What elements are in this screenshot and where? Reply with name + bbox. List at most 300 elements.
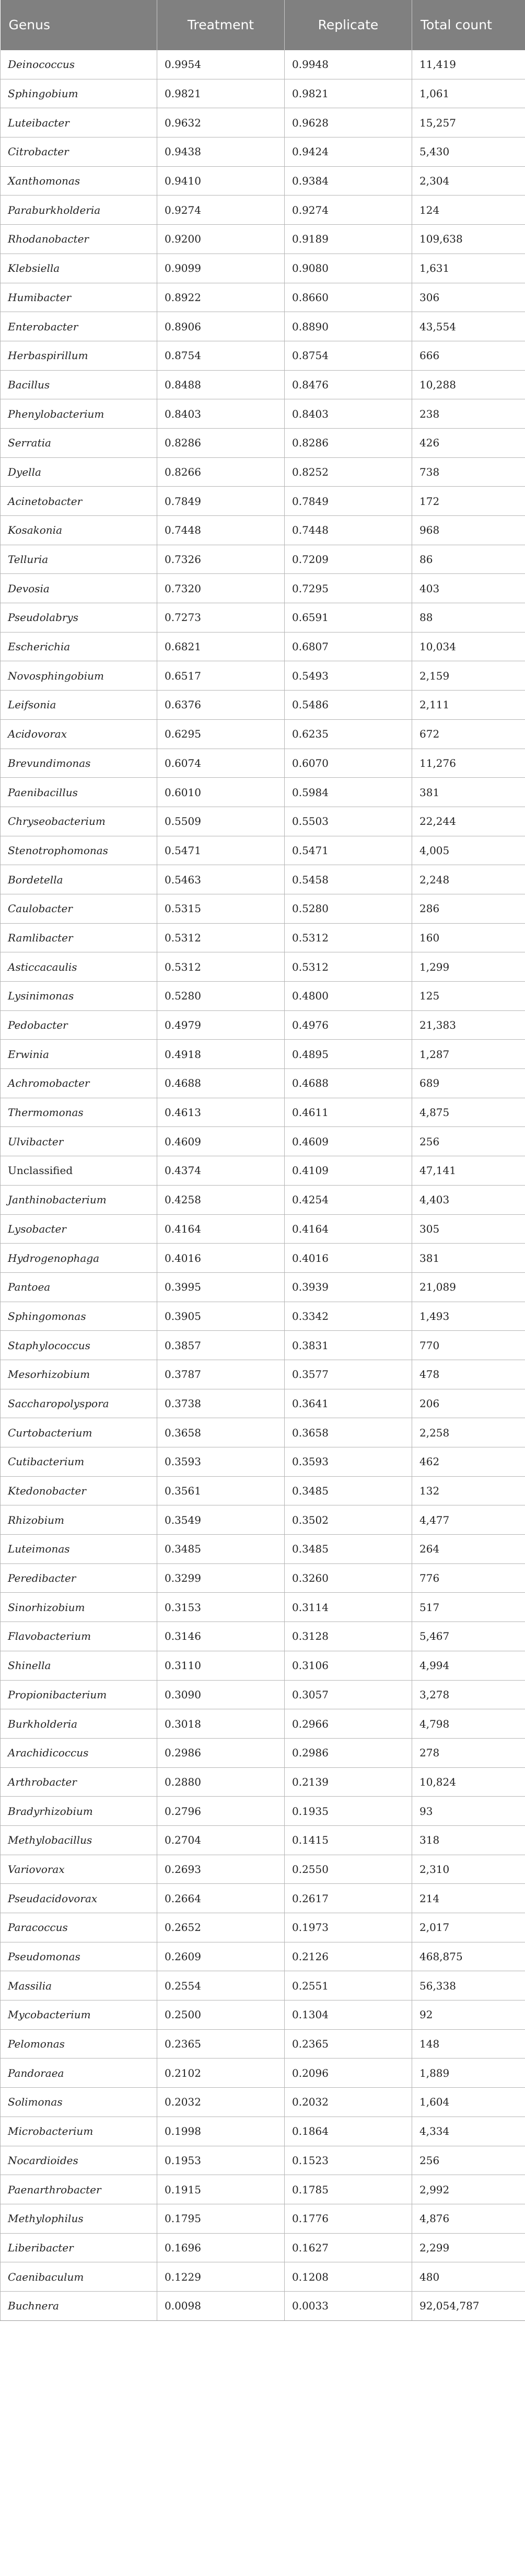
cell-treatment: 0.5312 [157,952,285,982]
table-row [1,923,525,952]
cell-genus: Microbacterium [1,2117,157,2146]
table-body [1,50,525,2320]
cell-treatment: 0.4016 [157,1244,285,1273]
cell-total-count: 381 [412,778,525,807]
cell-total-count: 2,258 [412,1418,525,1447]
table-row [1,428,525,457]
cell-total-count: 2,304 [412,166,525,196]
cell-total-count: 148 [412,2029,525,2058]
cell-replicate: 0.1776 [285,2204,412,2233]
cell-total-count: 278 [412,1738,525,1767]
table-row [1,50,525,79]
cell-treatment: 0.2102 [157,2058,285,2088]
cell-treatment: 0.3299 [157,1563,285,1593]
table-row [1,516,525,545]
table-row [1,1389,525,1418]
table-row [1,1825,525,1855]
table-row [1,2117,525,2146]
cell-replicate: 0.9948 [285,50,412,79]
cell-total-count: 4,403 [412,1185,525,1214]
cell-replicate: 0.1208 [285,2262,412,2292]
table-row [1,1651,525,1680]
table-row [1,1563,525,1593]
cell-genus: Mycobacterium [1,2000,157,2030]
cell-replicate: 0.4109 [285,1156,412,1186]
cell-total-count: 770 [412,1331,525,1360]
cell-replicate: 0.5503 [285,807,412,836]
cell-genus: Saccharopolyspora [1,1389,157,1418]
cell-treatment: 0.2796 [157,1797,285,1826]
table-row [1,632,525,661]
table-row [1,2175,525,2204]
cell-genus: Luteimonas [1,1535,157,1564]
cell-treatment: 0.3485 [157,1535,285,1564]
table-row [1,2058,525,2088]
cell-total-count: 109,638 [412,225,525,254]
cell-treatment: 0.3787 [157,1360,285,1389]
cell-genus: Buchnera [1,2291,157,2320]
cell-replicate: 0.3641 [285,1389,412,1418]
cell-genus: Paracoccus [1,1913,157,1942]
cell-total-count: 47,141 [412,1156,525,1186]
cell-genus: Flavobacterium [1,1622,157,1651]
table-row [1,952,525,982]
cell-treatment: 0.2704 [157,1825,285,1855]
cell-genus: Shinella [1,1651,157,1680]
cell-replicate: 0.4976 [285,1010,412,1040]
table-row [1,982,525,1011]
cell-replicate: 0.1627 [285,2233,412,2262]
cell-treatment: 0.0098 [157,2291,285,2320]
cell-treatment: 0.9099 [157,254,285,283]
cell-treatment: 0.3593 [157,1447,285,1477]
cell-replicate: 0.7209 [285,545,412,574]
cell-genus: Curtobacterium [1,1418,157,1447]
cell-treatment: 0.8488 [157,370,285,399]
table-row [1,574,525,603]
table-row [1,1942,525,1971]
cell-treatment: 0.5312 [157,923,285,952]
table-row [1,254,525,283]
cell-replicate: 0.2966 [285,1709,412,1739]
cell-replicate: 0.3593 [285,1447,412,1477]
cell-total-count: 318 [412,1825,525,1855]
cell-total-count: 666 [412,341,525,370]
cell-total-count: 264 [412,1535,525,1564]
cell-genus: Rhizobium [1,1505,157,1535]
cell-total-count: 4,994 [412,1651,525,1680]
cell-genus: Variovorax [1,1855,157,1884]
table-row [1,1738,525,1767]
table-row [1,2088,525,2117]
table-row [1,1040,525,1069]
cell-replicate: 0.4611 [285,1098,412,1127]
table-row [1,545,525,574]
cell-replicate: 0.3939 [285,1272,412,1302]
cell-replicate: 0.8252 [285,457,412,487]
cell-genus: Acinetobacter [1,487,157,516]
cell-total-count: 56,338 [412,1971,525,2000]
cell-treatment: 0.2986 [157,1738,285,1767]
table-row [1,2000,525,2030]
cell-genus: Burkholderia [1,1709,157,1739]
cell-replicate: 0.3128 [285,1622,412,1651]
cell-total-count: 15,257 [412,108,525,137]
cell-total-count: 426 [412,428,525,457]
cell-genus: Mesorhizobium [1,1360,157,1389]
table-row [1,1913,525,1942]
table-row [1,341,525,370]
table-row [1,807,525,836]
cell-total-count: 21,089 [412,1272,525,1302]
cell-total-count: 462 [412,1447,525,1477]
table-row [1,778,525,807]
cell-total-count: 172 [412,487,525,516]
cell-treatment: 0.4164 [157,1214,285,1244]
cell-replicate: 0.4016 [285,1244,412,1273]
cell-treatment: 0.4688 [157,1069,285,1098]
cell-replicate: 0.9189 [285,225,412,254]
cell-treatment: 0.3153 [157,1593,285,1622]
cell-treatment: 0.8266 [157,457,285,487]
table-row [1,1069,525,1098]
table-row [1,1535,525,1564]
cell-genus: Novosphingobium [1,661,157,691]
cell-total-count: 1,631 [412,254,525,283]
table-row [1,1302,525,1331]
cell-treatment: 0.3905 [157,1302,285,1331]
cell-genus: Lysobacter [1,1214,157,1244]
cell-replicate: 0.1304 [285,2000,412,2030]
cell-total-count: 86 [412,545,525,574]
cell-replicate: 0.3114 [285,1593,412,1622]
table-row [1,2262,525,2292]
cell-treatment: 0.9821 [157,79,285,108]
cell-treatment: 0.3857 [157,1331,285,1360]
table-row [1,2291,525,2320]
header-treatment: Treatment [157,0,285,50]
cell-treatment: 0.8922 [157,283,285,312]
cell-total-count: 480 [412,2262,525,2292]
cell-genus: Pandoraea [1,2058,157,2088]
table-row [1,1010,525,1040]
table-row [1,225,525,254]
cell-genus: Ktedonobacter [1,1476,157,1505]
cell-treatment: 0.4979 [157,1010,285,1040]
cell-genus: Kosakonia [1,516,157,545]
table-row [1,1505,525,1535]
cell-replicate: 0.3658 [285,1418,412,1447]
cell-total-count: 21,383 [412,1010,525,1040]
cell-replicate: 0.3831 [285,1331,412,1360]
cell-treatment: 0.2652 [157,1913,285,1942]
table-row [1,1971,525,2000]
cell-genus: Bordetella [1,865,157,894]
cell-total-count: 214 [412,1884,525,1913]
cell-total-count: 88 [412,603,525,632]
table-row [1,166,525,196]
cell-replicate: 0.2032 [285,2088,412,2117]
cell-replicate: 0.9080 [285,254,412,283]
cell-treatment: 0.1696 [157,2233,285,2262]
cell-total-count: 4,477 [412,1505,525,1535]
cell-genus: Brevundimonas [1,749,157,778]
cell-total-count: 517 [412,1593,525,1622]
cell-total-count: 2,299 [412,2233,525,2262]
cell-treatment: 0.8754 [157,341,285,370]
cell-replicate: 0.9384 [285,166,412,196]
cell-replicate: 0.8754 [285,341,412,370]
cell-genus: Solimonas [1,2088,157,2117]
cell-replicate: 0.3485 [285,1535,412,1564]
cell-genus: Paenibacillus [1,778,157,807]
header-total-count: Total count [412,0,525,50]
table-row [1,719,525,749]
cell-replicate: 0.8660 [285,283,412,312]
cell-replicate: 0.9274 [285,196,412,225]
cell-treatment: 0.1915 [157,2175,285,2204]
cell-replicate: 0.1523 [285,2146,412,2175]
cell-replicate: 0.6591 [285,603,412,632]
table-row [1,137,525,167]
cell-treatment: 0.7849 [157,487,285,516]
cell-treatment: 0.9274 [157,196,285,225]
cell-replicate: 0.8476 [285,370,412,399]
cell-replicate: 0.5458 [285,865,412,894]
table-row [1,1622,525,1651]
cell-genus: Paenarthrobacter [1,2175,157,2204]
table-header [1,0,525,50]
table-row [1,1185,525,1214]
table-row [1,894,525,923]
cell-replicate: 0.3342 [285,1302,412,1331]
table-row [1,661,525,691]
cell-genus: Leifsonia [1,691,157,720]
table-row [1,1214,525,1244]
cell-treatment: 0.9632 [157,108,285,137]
cell-treatment: 0.2693 [157,1855,285,1884]
cell-treatment: 0.6517 [157,661,285,691]
cell-treatment: 0.8906 [157,312,285,341]
cell-genus: Janthinobacterium [1,1185,157,1214]
cell-total-count: 3,278 [412,1680,525,1709]
cell-replicate: 0.6235 [285,719,412,749]
cell-total-count: 11,419 [412,50,525,79]
cell-treatment: 0.6821 [157,632,285,661]
cell-treatment: 0.4258 [157,1185,285,1214]
table-row [1,2029,525,2058]
cell-genus: Humibacter [1,283,157,312]
cell-replicate: 0.2617 [285,1884,412,1913]
cell-treatment: 0.3549 [157,1505,285,1535]
cell-treatment: 0.3561 [157,1476,285,1505]
cell-total-count: 381 [412,1244,525,1273]
cell-total-count: 10,824 [412,1767,525,1797]
cell-treatment: 0.1229 [157,2262,285,2292]
cell-treatment: 0.3146 [157,1622,285,1651]
table-row [1,283,525,312]
cell-total-count: 1,287 [412,1040,525,1069]
table-row [1,108,525,137]
cell-genus: Liberibacter [1,2233,157,2262]
cell-replicate: 0.1785 [285,2175,412,2204]
cell-genus: Phenylobacterium [1,399,157,429]
cell-total-count: 305 [412,1214,525,1244]
cell-genus: Pseudomonas [1,1942,157,1971]
cell-replicate: 0.3485 [285,1476,412,1505]
table-row [1,1680,525,1709]
cell-total-count: 43,554 [412,312,525,341]
cell-treatment: 0.2365 [157,2029,285,2058]
cell-treatment: 0.1795 [157,2204,285,2233]
cell-treatment: 0.7273 [157,603,285,632]
cell-genus: Peredibacter [1,1563,157,1593]
cell-treatment: 0.3018 [157,1709,285,1739]
cell-genus: Pantoea [1,1272,157,1302]
table-row [1,2204,525,2233]
table-row [1,1884,525,1913]
cell-total-count: 468,875 [412,1942,525,1971]
cell-genus: Staphylococcus [1,1331,157,1360]
cell-treatment: 0.9438 [157,137,285,167]
cell-replicate: 0.4254 [285,1185,412,1214]
cell-replicate: 0.2550 [285,1855,412,1884]
cell-replicate: 0.2551 [285,1971,412,2000]
cell-treatment: 0.5509 [157,807,285,836]
cell-genus: Enterobacter [1,312,157,341]
cell-total-count: 1,061 [412,79,525,108]
cell-total-count: 2,310 [412,1855,525,1884]
cell-genus: Serratia [1,428,157,457]
cell-treatment: 0.3738 [157,1389,285,1418]
cell-total-count: 160 [412,923,525,952]
cell-genus: Devosia [1,574,157,603]
cell-total-count: 5,467 [412,1622,525,1651]
cell-replicate: 0.1415 [285,1825,412,1855]
cell-total-count: 11,276 [412,749,525,778]
cell-treatment: 0.7320 [157,574,285,603]
cell-replicate: 0.6807 [285,632,412,661]
cell-total-count: 689 [412,1069,525,1098]
cell-genus: Pseudolabrys [1,603,157,632]
cell-total-count: 92,054,787 [412,2291,525,2320]
cell-treatment: 0.2609 [157,1942,285,1971]
cell-genus: Thermomonas [1,1098,157,1127]
cell-total-count: 306 [412,283,525,312]
cell-genus: Ulvibacter [1,1127,157,1156]
cell-replicate: 0.3057 [285,1680,412,1709]
cell-treatment: 0.6074 [157,749,285,778]
cell-total-count: 2,992 [412,2175,525,2204]
table-row [1,603,525,632]
cell-genus: Sphingomonas [1,1302,157,1331]
cell-treatment: 0.2554 [157,1971,285,2000]
cell-genus: Nocardioides [1,2146,157,2175]
cell-total-count: 132 [412,1476,525,1505]
cell-treatment: 0.9954 [157,50,285,79]
cell-treatment: 0.2664 [157,1884,285,1913]
cell-genus: Sinorhizobium [1,1593,157,1622]
cell-total-count: 10,034 [412,632,525,661]
cell-total-count: 4,798 [412,1709,525,1739]
cell-treatment: 0.8286 [157,428,285,457]
cell-genus: Caenibaculum [1,2262,157,2292]
cell-replicate: 0.9821 [285,79,412,108]
cell-treatment: 0.2500 [157,2000,285,2030]
cell-replicate: 0.5984 [285,778,412,807]
cell-treatment: 0.9200 [157,225,285,254]
header-replicate: Replicate [285,0,412,50]
cell-replicate: 0.8286 [285,428,412,457]
cell-treatment: 0.7326 [157,545,285,574]
table-row [1,2233,525,2262]
cell-total-count: 1,493 [412,1302,525,1331]
cell-treatment: 0.4613 [157,1098,285,1127]
cell-genus: Paraburkholderia [1,196,157,225]
table-row [1,1098,525,1127]
cell-treatment: 0.3110 [157,1651,285,1680]
cell-genus: Unclassified [1,1156,157,1186]
header-row [1,0,525,50]
cell-treatment: 0.7448 [157,516,285,545]
cell-replicate: 0.2365 [285,2029,412,2058]
cell-total-count: 5,430 [412,137,525,167]
cell-treatment: 0.5463 [157,865,285,894]
cell-genus: Massilia [1,1971,157,2000]
table-row [1,312,525,341]
table-row [1,79,525,108]
cell-replicate: 0.8403 [285,399,412,429]
cell-genus: Telluria [1,545,157,574]
cell-genus: Propionibacterium [1,1680,157,1709]
cell-genus: Arachidicoccus [1,1738,157,1767]
cell-total-count: 776 [412,1563,525,1593]
cell-total-count: 672 [412,719,525,749]
cell-total-count: 125 [412,982,525,1011]
table-row [1,399,525,429]
cell-replicate: 0.4688 [285,1069,412,1098]
cell-genus: Acidovorax [1,719,157,749]
table-row [1,1767,525,1797]
cell-treatment: 0.5315 [157,894,285,923]
cell-total-count: 4,005 [412,836,525,865]
cell-total-count: 4,876 [412,2204,525,2233]
cell-genus: Rhodanobacter [1,225,157,254]
cell-total-count: 10,288 [412,370,525,399]
cell-genus: Escherichia [1,632,157,661]
cell-genus: Stenotrophomonas [1,836,157,865]
table-row [1,1156,525,1186]
cell-replicate: 0.7295 [285,574,412,603]
table-row [1,1272,525,1302]
table-row [1,836,525,865]
cell-replicate: 0.6070 [285,749,412,778]
cell-genus: Bradyrhizobium [1,1797,157,1826]
cell-treatment: 0.5280 [157,982,285,1011]
cell-total-count: 93 [412,1797,525,1826]
cell-replicate: 0.4609 [285,1127,412,1156]
cell-treatment: 0.3090 [157,1680,285,1709]
cell-total-count: 2,017 [412,1913,525,1942]
cell-genus: Erwinia [1,1040,157,1069]
cell-total-count: 2,111 [412,691,525,720]
cell-total-count: 4,334 [412,2117,525,2146]
table-row [1,1797,525,1826]
cell-treatment: 0.5471 [157,836,285,865]
cell-genus: Asticcacaulis [1,952,157,982]
table-row [1,370,525,399]
cell-treatment: 0.4609 [157,1127,285,1156]
